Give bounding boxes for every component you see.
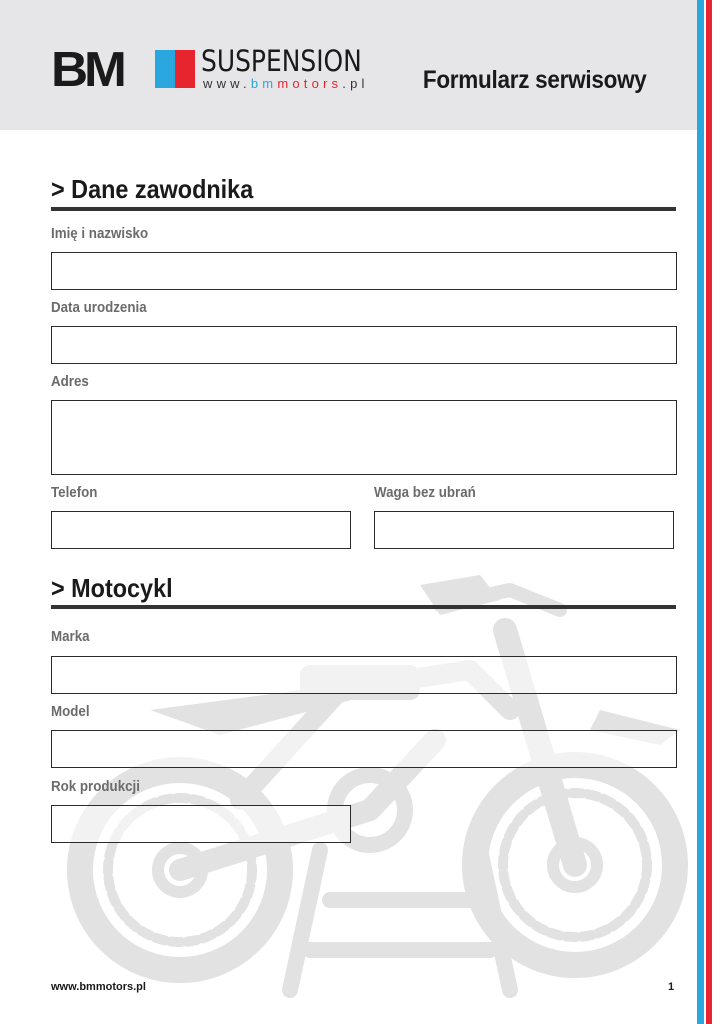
birth-date-field[interactable] — [51, 326, 677, 364]
logo-wordmark: SUSPENSION — [201, 44, 362, 78]
red-stripe — [706, 0, 712, 1024]
label-brand: Marka — [51, 629, 90, 645]
label-birth-date: Data urodzenia — [51, 300, 147, 316]
label-model: Model — [51, 704, 90, 720]
label-weight: Waga bez ubrań — [374, 485, 476, 501]
name-field[interactable] — [51, 252, 677, 290]
label-phone: Telefon — [51, 485, 98, 501]
logo-url: www.bmmotors.pl — [203, 76, 369, 91]
section-title-motorcycle: > Motocykl — [51, 573, 173, 603]
form-title: Formularz serwisowy — [423, 66, 647, 94]
blue-stripe — [697, 0, 704, 1024]
logo-mark: BM — [51, 43, 123, 97]
logo-flag-icon — [155, 50, 195, 88]
page-number: 1 — [668, 981, 675, 993]
address-field[interactable] — [51, 400, 677, 475]
section-title-rider: > Dane zawodnika — [51, 174, 254, 204]
footer-url: www.bmmotors.pl — [51, 981, 146, 993]
phone-field[interactable] — [51, 511, 351, 549]
section-rule-motorcycle — [51, 605, 676, 609]
weight-field[interactable] — [374, 511, 674, 549]
label-name: Imię i nazwisko — [51, 226, 149, 242]
brand-field[interactable] — [51, 656, 677, 694]
header-band — [0, 0, 697, 130]
section-rule-rider — [51, 207, 676, 211]
year-field[interactable] — [51, 805, 351, 843]
label-address: Adres — [51, 374, 89, 390]
model-field[interactable] — [51, 730, 677, 768]
label-year: Rok produkcji — [51, 779, 140, 795]
